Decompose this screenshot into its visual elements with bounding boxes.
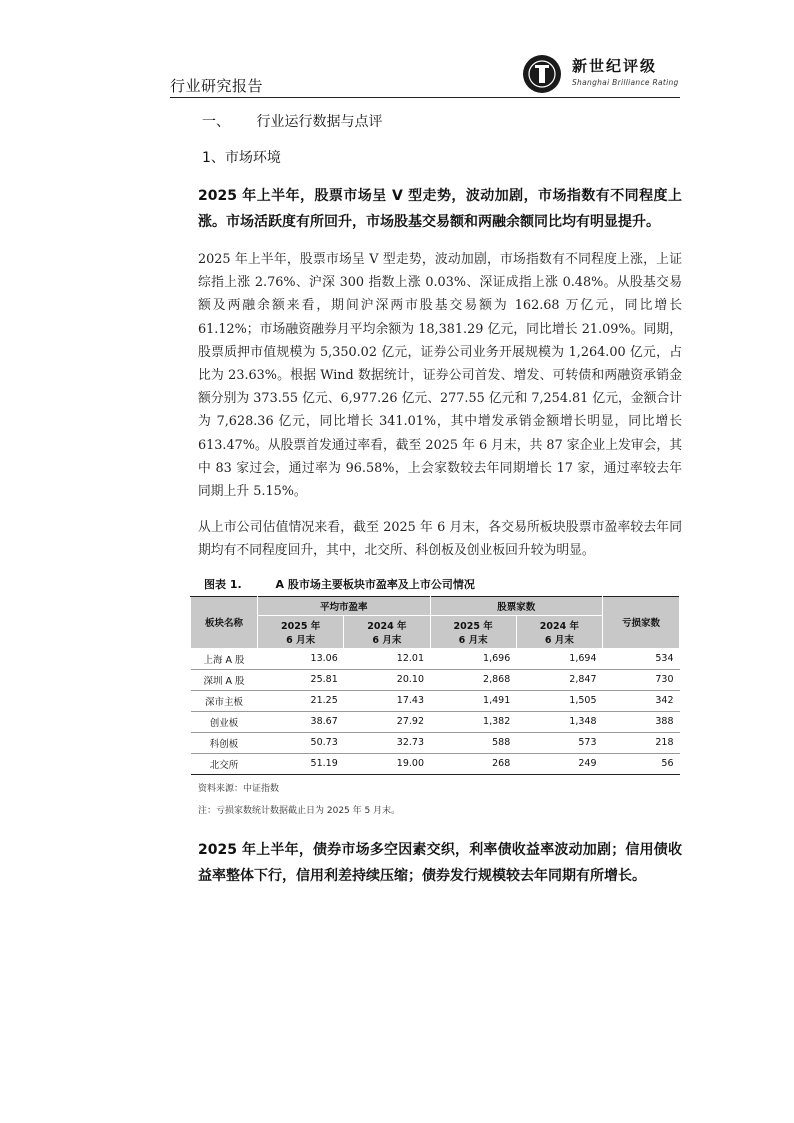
cell-c25: 1,382 (430, 711, 516, 732)
summary-paragraph: 2025 年上半年，股票市场呈 V 型走势，波动加剧，市场指数有不同程度上涨。市场活跃度有所回升，市场股基交易额和两融余额同比均有明显提升。 (198, 188, 682, 230)
cell-board: 深市主板 (191, 690, 258, 711)
cell-loss: 218 (603, 732, 680, 753)
cell-board: 科创板 (191, 732, 258, 753)
cell-pe25: 25.81 (258, 669, 344, 690)
cell-c24: 1,694 (516, 648, 602, 669)
body-paragraph: 从上市公司估值情况来看，截至 2025 年 6 月末，各交易所板块股票市盈率较去年同期均有不同程度回升，其中，北交所、科创板及创业板回升较为明显。 (198, 520, 682, 559)
cell-pe25: 50.73 (258, 732, 344, 753)
cell-loss: 388 (603, 711, 680, 732)
cell-c25: 1,491 (430, 690, 516, 711)
market-board-table (190, 596, 680, 775)
table-row (191, 669, 680, 690)
cell-loss: 534 (603, 648, 680, 669)
figure-label: 图表 1. (204, 577, 242, 591)
cell-pe25: 13.06 (258, 648, 344, 669)
cell-pe24: 19.00 (344, 753, 430, 774)
cell-c24: 1,348 (516, 711, 602, 732)
table-caption (198, 576, 682, 592)
cell-c24: 249 (516, 753, 602, 774)
section-heading (202, 111, 682, 131)
cell-board: 创业板 (191, 711, 258, 732)
cell-pe25: 51.19 (258, 753, 344, 774)
body-paragraph: 2025 年上半年，股票市场呈 V 型走势，波动加剧，市场指数有不同程度上涨，上证综指上涨 2.76%、沪深 300 指数上涨 0.03%、深证成指上涨 0.48%。从股基交易额及两融余额来看，期间沪深两市股基交易额为 162.68 万亿元，同比增长 61.12%；市场融资融券月平均余额为 18,381.29 亿元，同比增长 21.09%。同期，股票质押市值规模为 5,350.02 亿元，证券公司业务开展规模为 1,264.00 亿元，占比为 23.63%。根据 Wind 数据统计，证券公司首发、增发、可转债和两融资承销金额分别为 373.55 亿元、6,977.26 亿元、277.55 亿元和 7,254.81 亿元，金额合计为 7,628.36 亿元，同比增长 341.01%，其中增发承销金额增长明显，同比增长 613.47%。从股票首发通过率看，截至 2025 年 6 月末，共 87 家企业上发审会，其中 83 家过会，通过率为 96.58%，上会家数较去年同期增长 17 家，通过率较去年同期上升 5.15%。 (198, 252, 682, 500)
subsection-heading: 1、市场环境 (202, 150, 281, 166)
cell-board: 上海 A 股 (191, 648, 258, 669)
col-cnt-2025: 2025 年 6 月末 (430, 615, 516, 648)
table-title: A 股市场主要板块市盈率及上市公司情况 (275, 577, 475, 591)
cell-loss: 730 (603, 669, 680, 690)
col-group-pe: 平均市盈率 (258, 596, 431, 615)
cell-c25: 2,868 (430, 669, 516, 690)
table-note: 注：亏损家数统计数据截止日为 2025 年 5 月末。 (198, 805, 401, 816)
table-row (191, 711, 680, 732)
cell-pe24: 17.43 (344, 690, 430, 711)
col-cnt-2024: 2024 年 6 月末 (516, 615, 602, 648)
cell-board: 深圳 A 股 (191, 669, 258, 690)
cell-pe24: 27.92 (344, 711, 430, 732)
cell-c24: 2,847 (516, 669, 602, 690)
table-row (191, 753, 680, 774)
company-logo-icon (522, 54, 562, 94)
col-loss-header: 亏损家数 (603, 596, 680, 648)
cell-pe24: 20.10 (344, 669, 430, 690)
cell-pe24: 32.73 (344, 732, 430, 753)
cell-pe24: 12.01 (344, 648, 430, 669)
section-number: 一、 (202, 114, 230, 130)
table-row (191, 648, 680, 669)
cell-board: 北交所 (191, 753, 258, 774)
cell-c24: 1,505 (516, 690, 602, 711)
cell-loss: 342 (603, 690, 680, 711)
table-source: 资料来源：中证指数 (198, 783, 280, 794)
table-row (191, 690, 680, 711)
report-type-title: 行业研究报告 (170, 77, 264, 95)
logo-english-name: Shanghai Brilliance Rating (572, 78, 679, 87)
cell-pe25: 21.25 (258, 690, 344, 711)
summary-paragraph: 2025 年上半年，债券市场多空因素交织，利率债收益率波动加剧；信用债收益率整体下行，信用利差持续压缩；债券发行规模较去年同期有所增长。 (198, 841, 682, 884)
cell-c25: 1,696 (430, 648, 516, 669)
col-group-count: 股票家数 (430, 596, 603, 615)
col-board-header: 板块名称 (191, 596, 258, 648)
page-content (198, 111, 682, 902)
cell-loss: 56 (603, 753, 680, 774)
cell-c25: 588 (430, 732, 516, 753)
cell-c24: 573 (516, 732, 602, 753)
cell-pe25: 38.67 (258, 711, 344, 732)
cell-c25: 268 (430, 753, 516, 774)
col-pe-2024: 2024 年 6 月末 (344, 615, 430, 648)
header-divider (170, 97, 680, 98)
col-pe-2025: 2025 年 6 月末 (258, 615, 344, 648)
logo-chinese-name: 新世纪评级 (572, 57, 658, 75)
table-row (191, 732, 680, 753)
section-title: 行业运行数据与点评 (256, 114, 383, 130)
